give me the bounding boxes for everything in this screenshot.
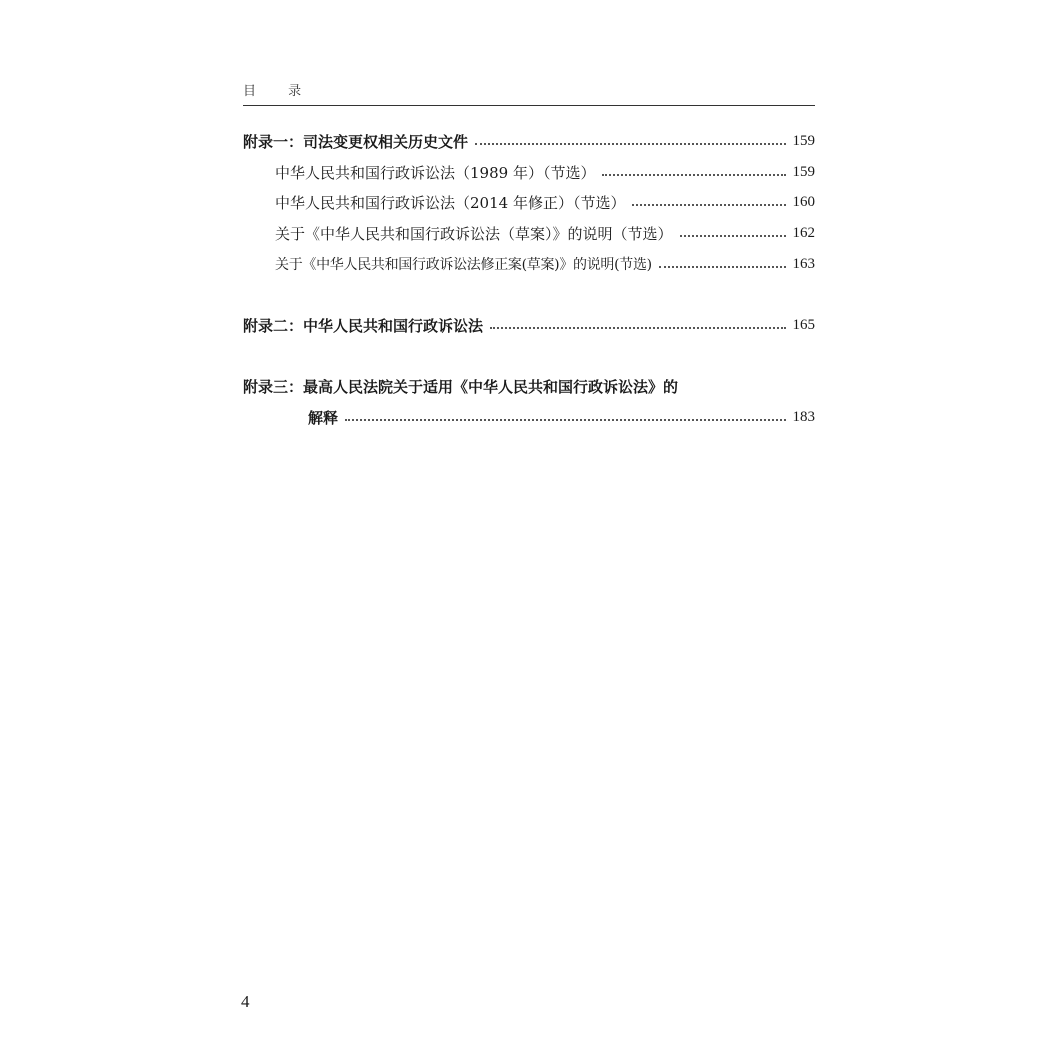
toc-entry-label: 附录二：中华人民共和国行政诉讼法 xyxy=(243,316,484,335)
toc-page-number: 159 xyxy=(792,132,815,149)
toc-page-number: 183 xyxy=(792,408,815,425)
toc-entry-label-continued: 解释 xyxy=(308,408,339,427)
toc-page-number: 162 xyxy=(792,224,815,241)
running-header: 目 录 xyxy=(243,84,316,99)
toc-entry-appendix-1[interactable] xyxy=(243,129,815,153)
toc-entry-appendix-3[interactable] xyxy=(243,374,815,398)
toc-entry-label: 中华人民共和国行政诉讼法（2014 年修正）（节选） xyxy=(275,193,626,212)
toc-entry-label: 关于《中华人民共和国行政诉讼法修正案(草案)》的说明(节选) xyxy=(275,257,652,273)
toc-entry-appendix-3-continued[interactable] xyxy=(308,405,815,429)
toc-page-number: 160 xyxy=(792,193,815,210)
toc-entry-label: 附录三：最高人民法院关于适用《中华人民共和国行政诉讼法》的 xyxy=(243,377,679,396)
dot-leader xyxy=(632,204,785,206)
toc-entry-amendment-explanation[interactable] xyxy=(275,252,815,276)
toc-entry-label: 附录一：司法变更权相关历史文件 xyxy=(243,132,469,151)
dot-leader xyxy=(602,174,785,176)
toc-entry-1989-law[interactable] xyxy=(275,160,815,184)
dot-leader xyxy=(345,419,785,421)
toc-entry-label: 关于《中华人民共和国行政诉讼法（草案）》的说明（节选） xyxy=(275,224,673,243)
toc-page-number: 165 xyxy=(792,316,815,333)
dot-leader xyxy=(490,327,785,329)
toc-entry-appendix-2[interactable] xyxy=(243,313,815,337)
dot-leader xyxy=(659,266,786,268)
toc-page-number: 159 xyxy=(792,163,815,180)
toc-entry-draft-explanation[interactable] xyxy=(275,221,815,245)
toc-entry-label: 中华人民共和国行政诉讼法（1989 年）（节选） xyxy=(275,163,596,182)
header-rule xyxy=(243,105,815,106)
dot-leader xyxy=(475,143,785,145)
page-number: 4 xyxy=(241,992,250,1011)
toc-page-number: 163 xyxy=(792,255,815,272)
dot-leader xyxy=(680,235,786,237)
toc-entry-2014-law[interactable] xyxy=(275,190,815,214)
